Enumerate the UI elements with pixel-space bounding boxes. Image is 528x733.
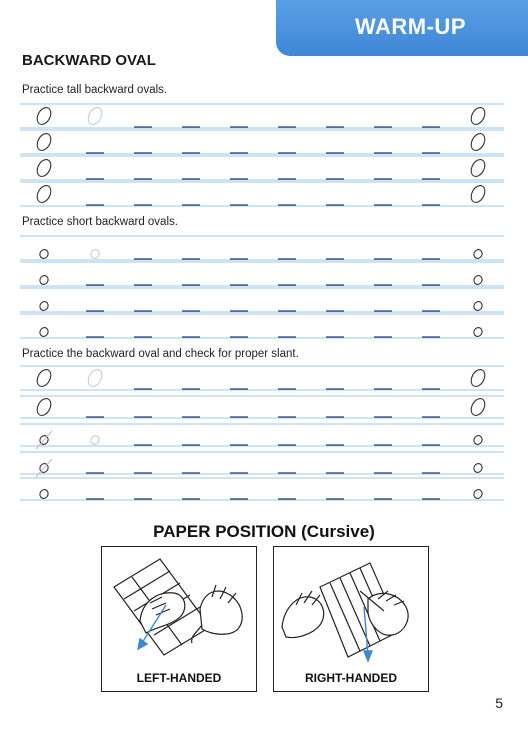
model-oval xyxy=(38,488,49,500)
model-oval xyxy=(34,131,53,153)
left-handed-paper-illustration xyxy=(102,547,256,667)
end-oval xyxy=(472,326,483,338)
instruction-short-ovals: Practice short backward ovals. xyxy=(22,216,178,228)
trace-oval xyxy=(85,105,104,127)
paper-position-title: PAPER POSITION (Cursive) xyxy=(153,522,375,541)
end-oval xyxy=(472,488,483,500)
left-handed-panel xyxy=(101,546,257,692)
model-oval xyxy=(38,274,49,286)
model-oval xyxy=(34,105,53,127)
instruction-slant-ovals: Practice the backward oval and check for proper slant. xyxy=(22,348,299,360)
end-oval xyxy=(468,105,487,127)
end-oval xyxy=(472,274,483,286)
end-oval xyxy=(468,367,487,389)
end-oval xyxy=(468,183,487,205)
model-oval xyxy=(34,183,53,205)
end-oval xyxy=(472,462,483,474)
trace-oval xyxy=(89,248,100,260)
left-handed-label: LEFT-HANDED xyxy=(136,671,222,685)
end-oval xyxy=(468,396,487,418)
end-oval xyxy=(472,434,483,446)
page-number: 5 xyxy=(495,695,503,711)
right-handed-panel xyxy=(273,546,429,692)
right-handed-label: RIGHT-HANDED xyxy=(305,671,397,685)
model-oval xyxy=(34,157,53,179)
trace-oval xyxy=(89,434,100,446)
end-oval xyxy=(468,131,487,153)
model-oval xyxy=(38,300,49,312)
end-oval xyxy=(472,248,483,260)
end-oval xyxy=(472,300,483,312)
model-oval xyxy=(38,248,49,260)
banner-title: WARM-UP xyxy=(354,14,466,39)
section-title: BACKWARD OVAL xyxy=(22,52,156,69)
model-oval xyxy=(34,367,53,389)
trace-oval xyxy=(85,367,104,389)
model-oval xyxy=(38,326,49,338)
end-oval xyxy=(468,157,487,179)
instruction-tall-ovals: Practice tall backward ovals. xyxy=(22,84,168,96)
right-handed-paper-illustration xyxy=(274,547,428,667)
model-oval xyxy=(34,396,53,418)
